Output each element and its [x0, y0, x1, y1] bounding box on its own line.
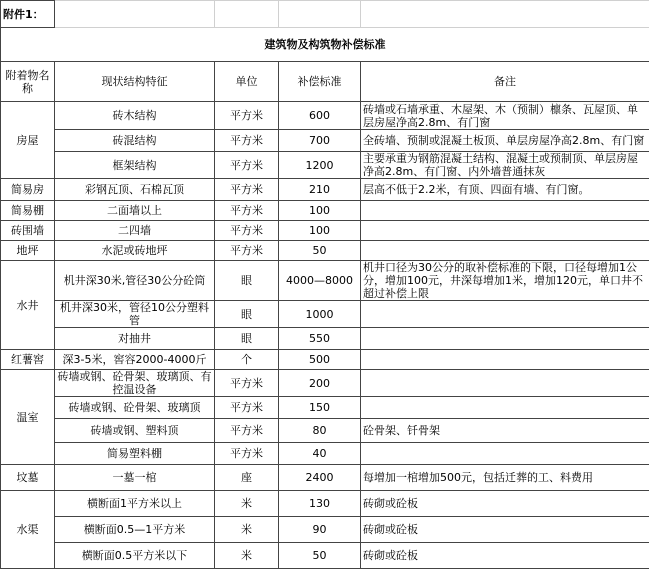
unit-cell[interactable]: 座: [215, 465, 279, 491]
table-title[interactable]: 建筑物及构筑物补偿标准: [1, 28, 649, 62]
table-row: [1, 350, 649, 370]
header-feature[interactable]: 现状结构特征: [55, 62, 215, 102]
feature-cell[interactable]: 横断面1平方米以上: [55, 491, 215, 517]
unit-cell[interactable]: 平方米: [215, 241, 279, 261]
table-row: [1, 130, 649, 152]
table-row: [1, 328, 649, 350]
notes-cell[interactable]: 砖砌或砼板: [361, 517, 649, 543]
annex-label[interactable]: 附件1：: [1, 1, 55, 28]
feature-cell[interactable]: 砖墙或钢、塑料顶: [55, 419, 215, 443]
standard-cell[interactable]: 100: [279, 201, 361, 221]
table-row: [1, 491, 649, 517]
unit-cell[interactable]: 平方米: [215, 201, 279, 221]
empty-cell[interactable]: [279, 1, 361, 28]
notes-cell[interactable]: 机井口径为30公分的取补偿标准的下限，口径每增加1公分，增加100元，井深每增加1米，增加120元，单口井不超过补偿上限: [361, 261, 649, 301]
category-cell[interactable]: 水渠: [1, 491, 55, 569]
unit-cell[interactable]: 眼: [215, 301, 279, 328]
feature-cell[interactable]: 彩钢瓦顶、石棉瓦顶: [55, 179, 215, 201]
category-cell[interactable]: 水井: [1, 261, 55, 350]
notes-cell[interactable]: 砖砌或砼板: [361, 543, 649, 569]
notes-cell[interactable]: [361, 328, 649, 350]
category-cell[interactable]: 简易棚: [1, 201, 55, 221]
notes-cell[interactable]: [361, 301, 649, 328]
notes-cell[interactable]: 砖砌或砼板: [361, 491, 649, 517]
category-cell[interactable]: 简易房: [1, 179, 55, 201]
standard-cell[interactable]: 600: [279, 102, 361, 130]
header-notes[interactable]: 备注: [361, 62, 649, 102]
feature-cell[interactable]: 砖木结构: [55, 102, 215, 130]
table-row: [1, 221, 649, 241]
notes-cell[interactable]: [361, 370, 649, 397]
category-cell[interactable]: 地坪: [1, 241, 55, 261]
empty-cell[interactable]: [55, 1, 215, 28]
standard-cell[interactable]: 200: [279, 370, 361, 397]
standard-cell[interactable]: 80: [279, 419, 361, 443]
feature-cell[interactable]: 框架结构: [55, 152, 215, 179]
table-row: [1, 465, 649, 491]
empty-cell[interactable]: [215, 1, 279, 28]
notes-cell[interactable]: [361, 350, 649, 370]
title-row: [1, 28, 649, 62]
standard-cell[interactable]: 90: [279, 517, 361, 543]
feature-cell[interactable]: 砖墙或钢、砼骨架、玻璃顶: [55, 397, 215, 419]
table-row: [1, 261, 649, 301]
notes-cell[interactable]: 全砖墙、预制或混凝土板顶、单层房屋净高2.8m、有门窗: [361, 130, 649, 152]
table-row: [1, 419, 649, 443]
table-row: [1, 102, 649, 130]
header-row: [1, 62, 649, 102]
unit-cell[interactable]: 平方米: [215, 419, 279, 443]
standard-cell[interactable]: 50: [279, 543, 361, 569]
standard-cell[interactable]: 500: [279, 350, 361, 370]
table-row: [1, 179, 649, 201]
header-unit[interactable]: 单位: [215, 62, 279, 102]
standard-cell[interactable]: 2400: [279, 465, 361, 491]
standard-cell[interactable]: 550: [279, 328, 361, 350]
standard-cell[interactable]: 100: [279, 221, 361, 241]
notes-cell[interactable]: [361, 241, 649, 261]
notes-cell[interactable]: 砖墙或石墙承重、木屋架、木（预制）檩条、瓦屋顶、单层房屋净高2.8m、有门窗: [361, 102, 649, 130]
standard-cell[interactable]: 150: [279, 397, 361, 419]
unit-cell[interactable]: 米: [215, 491, 279, 517]
unit-cell[interactable]: 平方米: [215, 152, 279, 179]
unit-cell[interactable]: 米: [215, 543, 279, 569]
feature-cell[interactable]: 横断面0.5平方米以下: [55, 543, 215, 569]
unit-cell[interactable]: 平方米: [215, 443, 279, 465]
unit-cell[interactable]: 平方米: [215, 102, 279, 130]
standard-cell[interactable]: 40: [279, 443, 361, 465]
table-row: [1, 201, 649, 221]
header-category[interactable]: 附着物名称: [1, 62, 55, 102]
notes-cell[interactable]: 每增加一棺增加500元，包括迁葬的工、料费用: [361, 465, 649, 491]
feature-cell[interactable]: 机井深30米,管径30公分砼筒: [55, 261, 215, 301]
table-row: [1, 443, 649, 465]
feature-cell[interactable]: 二面墙以上: [55, 201, 215, 221]
feature-cell[interactable]: 砖墙或钢、砼骨架、玻璃顶、有控温设备: [55, 370, 215, 397]
notes-cell[interactable]: [361, 443, 649, 465]
unit-cell[interactable]: 个: [215, 350, 279, 370]
standard-cell[interactable]: 130: [279, 491, 361, 517]
unit-cell[interactable]: 平方米: [215, 370, 279, 397]
empty-cell[interactable]: [361, 1, 649, 28]
standard-cell[interactable]: 1000: [279, 301, 361, 328]
category-cell[interactable]: 红薯窖: [1, 350, 55, 370]
category-cell[interactable]: 砖围墙: [1, 221, 55, 241]
feature-cell[interactable]: 对抽井: [55, 328, 215, 350]
standard-cell[interactable]: 4000—8000: [279, 261, 361, 301]
table-row: [1, 152, 649, 179]
category-cell[interactable]: 房屋: [1, 102, 55, 179]
table-row: [1, 397, 649, 419]
feature-cell[interactable]: 一墓一棺: [55, 465, 215, 491]
header-standard[interactable]: 补偿标准: [279, 62, 361, 102]
notes-cell[interactable]: 主要承重为钢筋混凝土结构、混凝土或预制顶、单层房屋净高2.8m、有门窗、内外墙普通抹灰: [361, 152, 649, 179]
table-row: [1, 301, 649, 328]
standard-cell[interactable]: 50: [279, 241, 361, 261]
table-row: [1, 241, 649, 261]
table-row: [1, 370, 649, 397]
unit-cell[interactable]: 米: [215, 517, 279, 543]
notes-cell[interactable]: 砼骨架、钎骨架: [361, 419, 649, 443]
feature-cell[interactable]: 机井深30米，管径10公分塑料管: [55, 301, 215, 328]
notes-cell[interactable]: [361, 397, 649, 419]
feature-cell[interactable]: 横断面0.5—1平方米: [55, 517, 215, 543]
notes-cell[interactable]: 层高不低于2.2米，有顶、四面有墙、有门窗。: [361, 179, 649, 201]
unit-cell[interactable]: 平方米: [215, 179, 279, 201]
feature-cell[interactable]: 简易塑料棚: [55, 443, 215, 465]
table-row: [1, 543, 649, 569]
unit-cell[interactable]: 平方米: [215, 130, 279, 152]
standard-cell[interactable]: 1200: [279, 152, 361, 179]
feature-cell[interactable]: 水泥或砖地坪: [55, 241, 215, 261]
feature-cell[interactable]: 二四墙: [55, 221, 215, 241]
standard-cell[interactable]: 700: [279, 130, 361, 152]
notes-cell[interactable]: [361, 201, 649, 221]
standard-cell[interactable]: 210: [279, 179, 361, 201]
unit-cell[interactable]: 眼: [215, 261, 279, 301]
feature-cell[interactable]: 砖混结构: [55, 130, 215, 152]
unit-cell[interactable]: 平方米: [215, 221, 279, 241]
notes-cell[interactable]: [361, 221, 649, 241]
annex-row: [1, 1, 649, 28]
feature-cell[interactable]: 深3-5米，窖容2000-4000斤: [55, 350, 215, 370]
category-cell[interactable]: 温室: [1, 370, 55, 465]
unit-cell[interactable]: 眼: [215, 328, 279, 350]
category-cell[interactable]: 坟墓: [1, 465, 55, 491]
unit-cell[interactable]: 平方米: [215, 397, 279, 419]
table-row: [1, 517, 649, 543]
